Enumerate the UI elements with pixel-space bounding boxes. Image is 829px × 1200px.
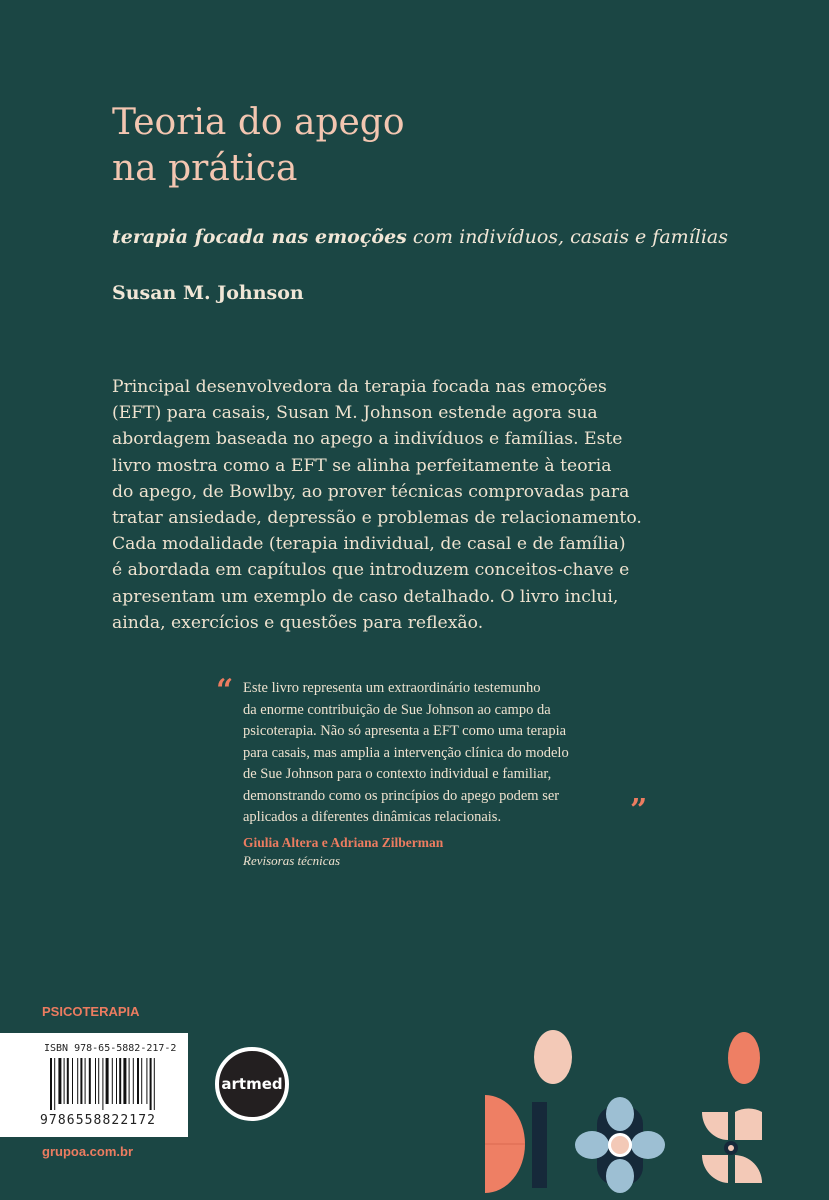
- barcode-bar: [50, 1058, 52, 1110]
- category-label: PSICOTERAPIA: [42, 1004, 140, 1019]
- barcode-bar: [72, 1058, 73, 1104]
- description-line: ainda, exercícios e questões para reflexão.: [112, 612, 484, 633]
- description-line: Cada modalidade (terapia individual, de casal e de família): [112, 534, 626, 555]
- description-line: (EFT) para casais, Susan M. Johnson estende agora sua: [112, 403, 598, 424]
- barcode-bar: [141, 1058, 142, 1104]
- barcode-bar: [146, 1058, 147, 1104]
- barcode-bar: [102, 1058, 103, 1110]
- close-quote-icon: ”: [630, 793, 648, 828]
- barcode-number: 9786558822172: [40, 1113, 157, 1128]
- description-line: Principal desenvolvedora da terapia focada nas emoções: [112, 377, 607, 397]
- barcode-bar: [77, 1058, 78, 1104]
- title-line-1: Teoria do apego: [112, 102, 405, 143]
- book-title: [112, 100, 405, 192]
- barcode-bar: [58, 1058, 61, 1104]
- quote-line: da enorme contribuição de Sue Johnson ao campo da: [243, 701, 551, 718]
- barcode-bar: [67, 1058, 69, 1104]
- barcode-bar: [85, 1058, 86, 1104]
- description-line: abordagem baseada no apego a indivíduos e famílias. Este: [112, 429, 623, 450]
- quote-role: Revisoras técnicas: [243, 853, 341, 868]
- quote-line: Este livro representa um extraordinário testemunho: [243, 680, 541, 696]
- publisher-name: artmed: [221, 1075, 283, 1093]
- barcode-bar: [123, 1058, 126, 1104]
- decorative-shapes-icon: [470, 1020, 829, 1200]
- author-name: Susan M. Johnson: [112, 282, 304, 304]
- barcode-bar: [98, 1058, 99, 1104]
- barcode-bar: [112, 1058, 113, 1104]
- subtitle-bold: terapia focada nas emoções: [112, 226, 407, 248]
- quote-line: aplicados a diferentes dinâmicas relacionais.: [243, 809, 502, 825]
- barcode-box: [0, 1033, 188, 1137]
- barcode-bar: [119, 1058, 121, 1104]
- quote-line: demonstrando como os princípios do apego podem ser: [243, 787, 560, 804]
- barcode-bar: [150, 1058, 152, 1110]
- description-line: tratar ansiedade, depressão e problemas de relacionamento.: [112, 507, 642, 528]
- subtitle-rest: com indivíduos, casais e famílias: [406, 226, 728, 248]
- quote-line: de Sue Johnson para o contexto individual e familiar,: [243, 766, 552, 782]
- barcode-bar: [80, 1058, 82, 1104]
- barcode-bar: [95, 1058, 96, 1104]
- barcode-bar: [54, 1058, 55, 1110]
- title-line-2: na prática: [112, 148, 298, 189]
- barcode-bar: [116, 1058, 117, 1104]
- barcode-bar: [133, 1058, 134, 1104]
- quote-line: psicoterapia. Não só apresenta a EFT como uma terapia: [243, 723, 567, 739]
- quote-attribution: Giulia Altera e Adriana Zilberman: [243, 835, 444, 850]
- website-link: grupoa.com.br: [42, 1144, 134, 1159]
- barcode-bar: [129, 1058, 130, 1104]
- isbn-label: ISBN 978-65-5882-217-2: [44, 1043, 177, 1054]
- barcode-bar: [89, 1058, 91, 1104]
- description-line: é abordada em capítulos que introduzem conceitos-chave e: [112, 560, 630, 581]
- barcode-bar: [106, 1058, 109, 1104]
- book-subtitle: [112, 226, 728, 248]
- barcode-icon: [50, 1058, 178, 1110]
- description-line: livro mostra como a EFT se alinha perfeitamente à teoria: [112, 455, 612, 476]
- description: [112, 374, 642, 636]
- quote-line: para casais, mas amplia a intervenção clínica do modelo: [243, 744, 569, 761]
- publisher-logo: [215, 1047, 289, 1121]
- description-line: apresentam um exemplo de caso detalhado. O livro inclui,: [112, 586, 619, 607]
- description-line: do apego, de Bowlby, ao prover técnicas comprovadas para: [112, 481, 630, 502]
- testimonial: [243, 678, 569, 829]
- barcode-bar: [154, 1058, 155, 1110]
- barcode-bar: [137, 1058, 139, 1104]
- barcode-bar: [64, 1058, 65, 1104]
- open-quote-icon: “: [216, 673, 234, 708]
